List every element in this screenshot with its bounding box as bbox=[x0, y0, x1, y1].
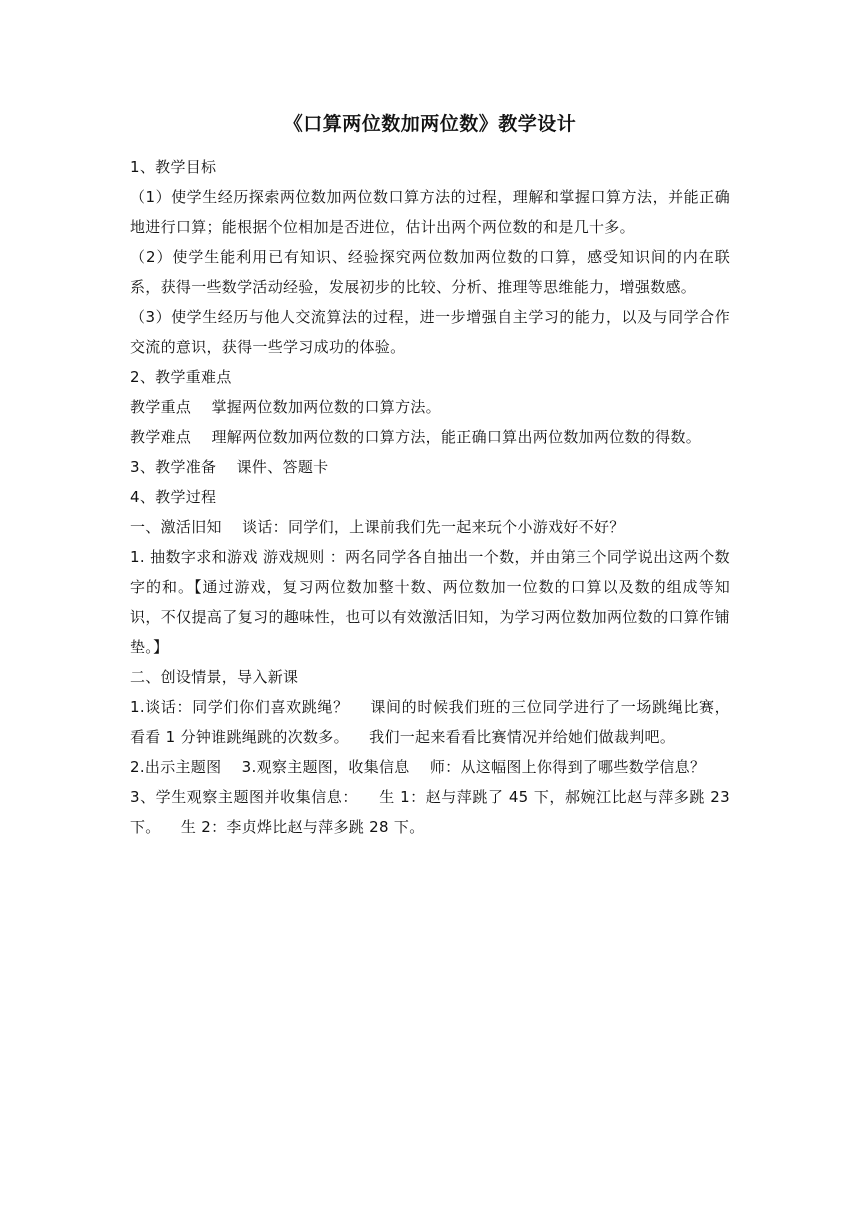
objective-3: （3）使学生经历与他人交流算法的过程，进一步增强自主学习的能力，以及与同学合作交流的意识，获得一些学习成功的体验。 bbox=[130, 308, 730, 356]
process-step-talk: 1.谈话：同学们你们喜欢跳绳？ 课间的时候我们班的三位同学进行了一场跳绳比赛，看看 1 分钟谁跳绳跳的次数多。 我们一起来看看比赛情况并给她们做裁判吧。 bbox=[130, 698, 730, 746]
process-step-activate: 一、激活旧知 谈话：同学们，上课前我们先一起来玩个小游戏好不好？ bbox=[130, 518, 625, 536]
objective-2: （2）使学生能利用已有知识、经验探究两位数加两位数的口算，感受知识间的内在联系，获得一些数学活动经验，发展初步的比较、分析、推理等思维能力，增强数感。 bbox=[130, 248, 730, 296]
process-step-observe: 3、学生观察主题图并收集信息： 生 1：赵与萍跳了 45 下，郝婉江比赵与萍多跳 23 下。 生 2：李贞烨比赵与萍多跳 28 下。 bbox=[130, 788, 736, 836]
difficult-point: 教学难点 理解两位数加两位数的口算方法，能正确口算出两位数加两位数的得数。 bbox=[130, 428, 702, 446]
process-step-scenario: 二、创设情景，导入新课 bbox=[130, 668, 299, 686]
process-step-game: 1. 抽数字求和游戏 游戏规则 ：两名同学各自抽出一个数，并由第三个同学说出这两个数字的和。【通过游戏，复习两位数加整十数、两位数加一位数的口算以及数的组成等知识，不仅提高了复习的趣味性，也可以有效激活旧知，为学习两位数加两位数的口算作铺垫。】 bbox=[130, 548, 730, 656]
section-heading-process: 4、教学过程 bbox=[130, 488, 217, 506]
objective-1: （1）使学生经历探索两位数加两位数口算方法的过程，理解和掌握口算方法，并能正确地进行口算；能根据个位相加是否进位，估计出两个两位数的和是几十多。 bbox=[130, 188, 730, 236]
section-heading-objectives: 1、教学目标 bbox=[130, 158, 217, 176]
document-title: 《口算两位数加两位数》教学设计 bbox=[283, 113, 577, 135]
section-heading-preparation: 3、教学准备 课件、答题卡 bbox=[130, 458, 329, 476]
document-page bbox=[130, 110, 736, 842]
section-heading-key-points: 2、教学重难点 bbox=[130, 368, 232, 386]
process-step-theme-image: 2.出示主题图 3.观察主题图，收集信息 师：从这幅图上你得到了哪些数学信息？ bbox=[130, 758, 706, 776]
key-point: 教学重点 掌握两位数加两位数的口算方法。 bbox=[130, 398, 441, 416]
